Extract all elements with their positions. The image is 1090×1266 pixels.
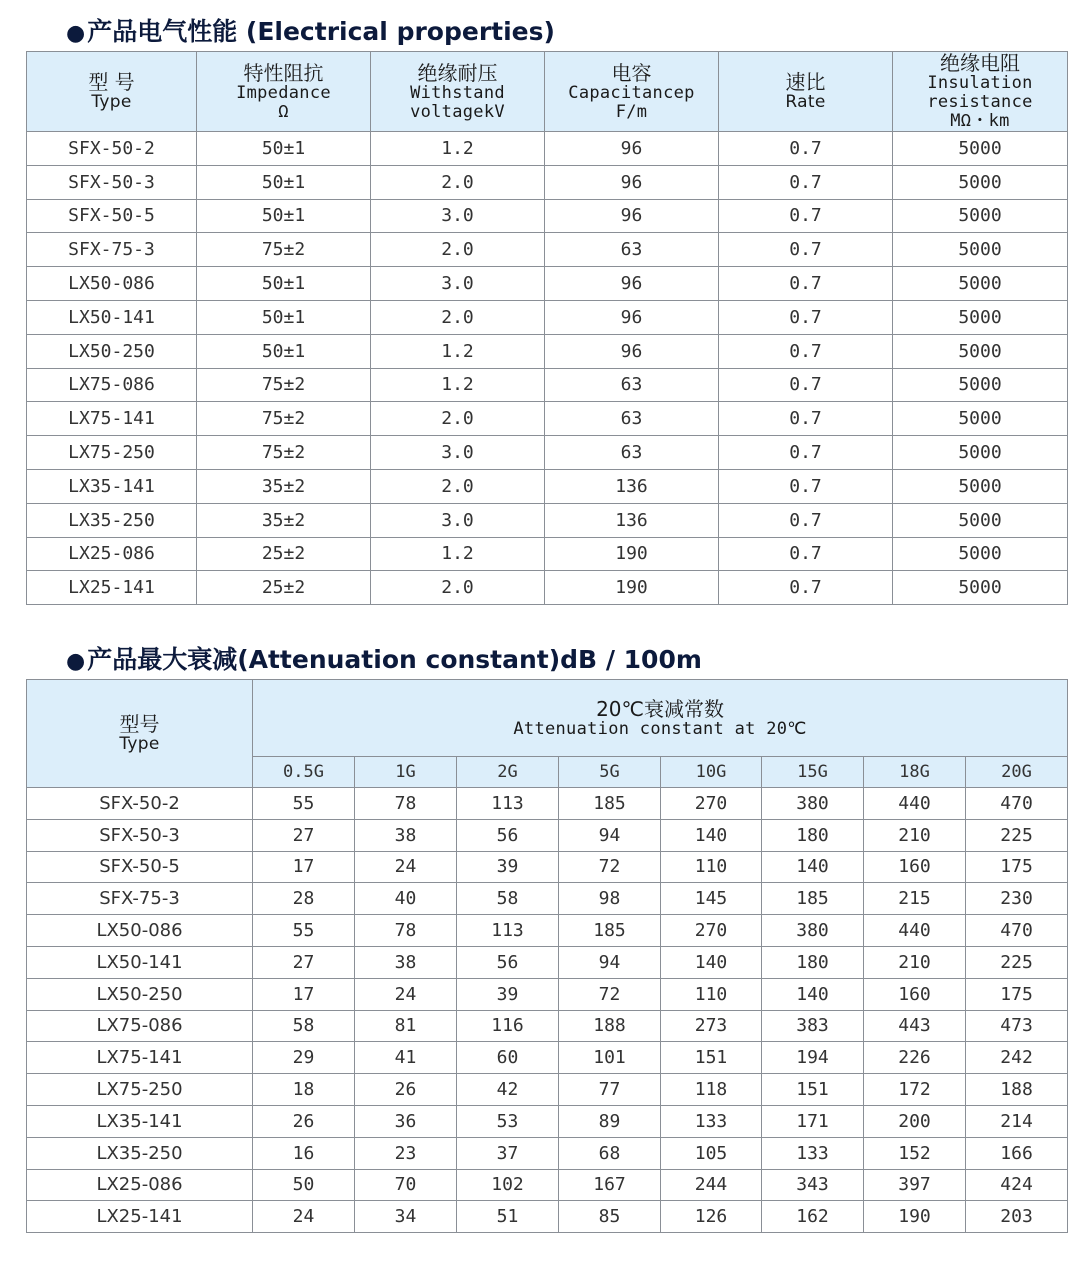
table-cell: 50	[253, 1169, 355, 1201]
table-cell: 40	[355, 883, 457, 915]
group-header-cn: 20℃衰减常数	[596, 696, 724, 721]
table-cell: 270	[661, 788, 762, 820]
table-cell: 5000	[893, 537, 1068, 571]
table-row	[27, 267, 1068, 301]
table-cell: 72	[559, 978, 661, 1010]
table-cell: 470	[966, 915, 1068, 947]
table-cell: 190	[545, 571, 719, 605]
table-cell: 230	[966, 883, 1068, 915]
table-cell: 2.0	[371, 300, 545, 334]
table-cell: LX25-086	[27, 1169, 253, 1201]
table-cell: SFX-75-3	[27, 233, 197, 267]
header-en: Type	[91, 92, 132, 112]
header-cell	[27, 52, 197, 132]
table-cell: 0.7	[719, 537, 893, 571]
table-row	[27, 503, 1068, 537]
table-cell: 89	[559, 1105, 661, 1137]
table-cell: 96	[545, 334, 719, 368]
header-en: Insulation	[927, 73, 1033, 93]
table-cell: 3.0	[371, 436, 545, 470]
table-cell: LX75-141	[27, 1042, 253, 1074]
table-cell: 110	[661, 978, 762, 1010]
attenuation-title	[66, 640, 702, 676]
table-cell: 51	[457, 1201, 559, 1233]
table-cell: 140	[661, 819, 762, 851]
table-cell: SFX-50-2	[27, 788, 253, 820]
electrical-table-body	[27, 132, 1068, 605]
table-cell: 380	[762, 915, 864, 947]
header-cell	[545, 52, 719, 132]
table-cell: 105	[661, 1137, 762, 1169]
table-cell: 175	[966, 978, 1068, 1010]
frequency-header-cell: 2G	[457, 757, 559, 788]
header-en: Impedance	[236, 82, 331, 103]
electrical-properties-title	[66, 12, 555, 48]
header-cn: 绝缘耐压	[417, 60, 498, 85]
table-cell: 18	[253, 1074, 355, 1106]
table-cell: 77	[559, 1074, 661, 1106]
header-en: Ω	[278, 101, 289, 122]
header-cn: 型 号	[88, 70, 135, 94]
type-header-cn: 型号	[119, 712, 160, 736]
header-cell	[197, 52, 371, 132]
type-header-en: Type	[119, 734, 160, 754]
table-cell: 96	[545, 267, 719, 301]
header-en: resistance	[927, 92, 1033, 112]
frequency-header-cell: 0.5G	[253, 757, 355, 788]
table-cell: 24	[355, 851, 457, 883]
table-cell: 424	[966, 1169, 1068, 1201]
table-cell: 1.2	[371, 334, 545, 368]
table-cell: 5000	[893, 132, 1068, 166]
attenuation-header-row	[27, 680, 1068, 757]
table-cell: 55	[253, 915, 355, 947]
table-row	[27, 436, 1068, 470]
frequency-header-cell: 20G	[966, 757, 1068, 788]
table-cell: 1.2	[371, 537, 545, 571]
table-cell: 96	[545, 165, 719, 199]
table-cell: 0.7	[719, 436, 893, 470]
table-cell: 94	[559, 819, 661, 851]
table-row	[27, 334, 1068, 368]
table-cell: 185	[559, 915, 661, 947]
table-cell: 190	[545, 537, 719, 571]
header-en: MΩ・km	[950, 111, 1010, 131]
table-cell: 68	[559, 1137, 661, 1169]
table-cell: 166	[966, 1137, 1068, 1169]
table-cell: 39	[457, 978, 559, 1010]
header-en: Capacitancep	[568, 82, 695, 103]
table-cell: LX50-141	[27, 946, 253, 978]
table-row	[27, 851, 1068, 883]
table-cell: LX75-086	[27, 368, 197, 402]
table-cell: 17	[253, 978, 355, 1010]
table-row	[27, 788, 1068, 820]
table-cell: 63	[545, 233, 719, 267]
table-cell: 60	[457, 1042, 559, 1074]
table-cell: 36	[355, 1105, 457, 1137]
table-cell: 0.7	[719, 368, 893, 402]
table-row	[27, 946, 1068, 978]
table-cell: 440	[864, 915, 966, 947]
table-cell: 136	[545, 469, 719, 503]
table-cell: LX25-086	[27, 537, 197, 571]
table-cell: SFX-50-5	[27, 851, 253, 883]
table-cell: LX75-250	[27, 1074, 253, 1106]
table-cell: 85	[559, 1201, 661, 1233]
table-cell: 343	[762, 1169, 864, 1201]
table-cell: 0.7	[719, 469, 893, 503]
table-cell: 172	[864, 1074, 966, 1106]
table-cell: 75±2	[197, 436, 371, 470]
frequency-header-cell: 5G	[559, 757, 661, 788]
table-cell: 190	[864, 1201, 966, 1233]
table-cell: 113	[457, 915, 559, 947]
table-cell: 0.7	[719, 503, 893, 537]
table-cell: 102	[457, 1169, 559, 1201]
table-cell: LX50-086	[27, 267, 197, 301]
table-cell: LX75-086	[27, 1010, 253, 1042]
table-cell: 72	[559, 851, 661, 883]
table-row	[27, 819, 1068, 851]
table-cell: 2.0	[371, 402, 545, 436]
table-cell: 75±2	[197, 233, 371, 267]
table-row	[27, 199, 1068, 233]
table-row	[27, 1074, 1068, 1106]
table-cell: 50±1	[197, 267, 371, 301]
table-cell: 2.0	[371, 469, 545, 503]
table-cell: 96	[545, 199, 719, 233]
table-cell: 98	[559, 883, 661, 915]
table-cell: 0.7	[719, 571, 893, 605]
table-row	[27, 571, 1068, 605]
table-cell: 55	[253, 788, 355, 820]
table-cell: 26	[355, 1074, 457, 1106]
table-cell: 225	[966, 819, 1068, 851]
attenuation-table	[26, 679, 1068, 1233]
table-cell: 5000	[893, 402, 1068, 436]
table-cell: 25±2	[197, 537, 371, 571]
table-cell: 380	[762, 788, 864, 820]
frequency-header-cell: 1G	[355, 757, 457, 788]
table-cell: 5000	[893, 165, 1068, 199]
table-cell: SFX-50-3	[27, 165, 197, 199]
table-cell: 440	[864, 788, 966, 820]
attenuation-title-text: 产品最大衰减(Attenuation constant)dB / 100m	[87, 645, 702, 674]
frequency-header-cell: 18G	[864, 757, 966, 788]
table-cell: 200	[864, 1105, 966, 1137]
table-cell: 96	[545, 132, 719, 166]
header-cn: 特性阻抗	[243, 60, 324, 85]
table-cell: 58	[253, 1010, 355, 1042]
table-cell: 140	[661, 946, 762, 978]
table-cell: SFX-50-3	[27, 819, 253, 851]
table-cell: 140	[762, 978, 864, 1010]
table-cell: 0.7	[719, 300, 893, 334]
table-cell: 41	[355, 1042, 457, 1074]
table-cell: 78	[355, 915, 457, 947]
table-cell: SFX-50-2	[27, 132, 197, 166]
frequency-header-cell: 15G	[762, 757, 864, 788]
table-row	[27, 233, 1068, 267]
table-cell: 35±2	[197, 503, 371, 537]
table-cell: 50±1	[197, 165, 371, 199]
frequency-header-cell: 10G	[661, 757, 762, 788]
table-cell: 58	[457, 883, 559, 915]
table-cell: 94	[559, 946, 661, 978]
table-cell: 27	[253, 946, 355, 978]
table-cell: 3.0	[371, 267, 545, 301]
table-cell: 151	[762, 1074, 864, 1106]
table-row	[27, 300, 1068, 334]
table-cell: 23	[355, 1137, 457, 1169]
table-cell: 180	[762, 946, 864, 978]
table-cell: 81	[355, 1010, 457, 1042]
table-cell: 244	[661, 1169, 762, 1201]
table-cell: 42	[457, 1074, 559, 1106]
header-en: voltagekV	[410, 101, 505, 122]
table-cell: 126	[661, 1201, 762, 1233]
group-header-en: Attenuation constant at 20℃	[513, 718, 807, 739]
table-cell: 1.2	[371, 368, 545, 402]
table-cell: 242	[966, 1042, 1068, 1074]
table-cell: SFX-50-5	[27, 199, 197, 233]
table-row	[27, 1105, 1068, 1137]
table-cell: 180	[762, 819, 864, 851]
table-cell: 175	[966, 851, 1068, 883]
table-cell: 96	[545, 300, 719, 334]
table-cell: 110	[661, 851, 762, 883]
table-cell: 2.0	[371, 233, 545, 267]
attenuation-table-body	[27, 788, 1068, 1233]
table-row	[27, 1042, 1068, 1074]
table-cell: LX35-141	[27, 1105, 253, 1137]
table-cell: 383	[762, 1010, 864, 1042]
table-cell: LX35-250	[27, 503, 197, 537]
table-cell: LX25-141	[27, 571, 197, 605]
table-cell: 24	[355, 978, 457, 1010]
type-header-cell	[27, 680, 253, 788]
table-cell: 39	[457, 851, 559, 883]
table-cell: 151	[661, 1042, 762, 1074]
table-cell: 63	[545, 368, 719, 402]
table-cell: 28	[253, 883, 355, 915]
table-cell: 70	[355, 1169, 457, 1201]
header-cn: 速比	[785, 70, 826, 94]
table-cell: 5000	[893, 469, 1068, 503]
table-cell: 56	[457, 946, 559, 978]
table-cell: 473	[966, 1010, 1068, 1042]
table-row	[27, 1201, 1068, 1233]
table-cell: LX35-141	[27, 469, 197, 503]
table-cell: 75±2	[197, 368, 371, 402]
table-cell: 26	[253, 1105, 355, 1137]
table-cell: 118	[661, 1074, 762, 1106]
table-cell: 2.0	[371, 571, 545, 605]
table-row	[27, 132, 1068, 166]
table-cell: 113	[457, 788, 559, 820]
table-cell: 38	[355, 946, 457, 978]
table-cell: LX50-250	[27, 978, 253, 1010]
table-cell: 3.0	[371, 199, 545, 233]
table-cell: 133	[762, 1137, 864, 1169]
table-cell: 29	[253, 1042, 355, 1074]
table-cell: 5000	[893, 503, 1068, 537]
header-cell	[719, 52, 893, 132]
table-row	[27, 915, 1068, 947]
table-cell: 16	[253, 1137, 355, 1169]
table-cell: 167	[559, 1169, 661, 1201]
table-cell: 50±1	[197, 132, 371, 166]
bullet-dot-icon: ●	[66, 21, 86, 46]
table-cell: 160	[864, 851, 966, 883]
table-cell: LX50-250	[27, 334, 197, 368]
table-cell: 35±2	[197, 469, 371, 503]
table-cell: 56	[457, 819, 559, 851]
table-cell: SFX-75-3	[27, 883, 253, 915]
table-cell: 34	[355, 1201, 457, 1233]
table-cell: 5000	[893, 199, 1068, 233]
table-cell: 133	[661, 1105, 762, 1137]
header-cn: 电容	[611, 60, 652, 85]
header-cell	[371, 52, 545, 132]
table-cell: 5000	[893, 334, 1068, 368]
table-cell: 397	[864, 1169, 966, 1201]
table-cell: 0.7	[719, 402, 893, 436]
table-cell: 50±1	[197, 199, 371, 233]
table-cell: 225	[966, 946, 1068, 978]
table-cell: 194	[762, 1042, 864, 1074]
table-cell: 188	[559, 1010, 661, 1042]
header-en: Rate	[785, 92, 826, 112]
table-cell: LX75-250	[27, 436, 197, 470]
table-cell: 101	[559, 1042, 661, 1074]
table-cell: 140	[762, 851, 864, 883]
table-cell: 63	[545, 402, 719, 436]
table-cell: 116	[457, 1010, 559, 1042]
table-cell: 0.7	[719, 334, 893, 368]
table-row	[27, 165, 1068, 199]
table-cell: 5000	[893, 436, 1068, 470]
header-en: F/m	[615, 101, 648, 122]
table-cell: 3.0	[371, 503, 545, 537]
table-cell: 63	[545, 436, 719, 470]
table-row	[27, 1137, 1068, 1169]
table-row	[27, 469, 1068, 503]
table-cell: 188	[966, 1074, 1068, 1106]
table-cell: 203	[966, 1201, 1068, 1233]
table-cell: 171	[762, 1105, 864, 1137]
table-cell: 24	[253, 1201, 355, 1233]
table-cell: 0.7	[719, 267, 893, 301]
table-cell: 160	[864, 978, 966, 1010]
table-row	[27, 537, 1068, 571]
table-cell: 145	[661, 883, 762, 915]
table-cell: LX35-250	[27, 1137, 253, 1169]
table-cell: 162	[762, 1201, 864, 1233]
table-row	[27, 402, 1068, 436]
table-cell: 443	[864, 1010, 966, 1042]
table-row	[27, 978, 1068, 1010]
header-cell	[893, 52, 1068, 132]
table-cell: 226	[864, 1042, 966, 1074]
table-cell: 38	[355, 819, 457, 851]
table-row	[27, 883, 1068, 915]
table-cell: 5000	[893, 571, 1068, 605]
table-cell: 0.7	[719, 199, 893, 233]
table-cell: 0.7	[719, 233, 893, 267]
electrical-properties-title-text: 产品电气性能 (Electrical properties)	[87, 17, 555, 46]
table-cell: LX50-141	[27, 300, 197, 334]
table-cell: 1.2	[371, 132, 545, 166]
table-row	[27, 1169, 1068, 1201]
table-cell: 78	[355, 788, 457, 820]
table-cell: 152	[864, 1137, 966, 1169]
table-cell: 25±2	[197, 571, 371, 605]
table-cell: 214	[966, 1105, 1068, 1137]
table-cell: 5000	[893, 368, 1068, 402]
table-cell: 470	[966, 788, 1068, 820]
table-cell: 5000	[893, 233, 1068, 267]
table-cell: 50±1	[197, 300, 371, 334]
table-cell: LX25-141	[27, 1201, 253, 1233]
table-cell: 5000	[893, 267, 1068, 301]
table-cell: 2.0	[371, 165, 545, 199]
table-cell: 37	[457, 1137, 559, 1169]
header-en: Withstand	[410, 82, 505, 103]
table-cell: 0.7	[719, 132, 893, 166]
table-cell: 185	[762, 883, 864, 915]
table-cell: 5000	[893, 300, 1068, 334]
table-cell: 210	[864, 819, 966, 851]
table-cell: 215	[864, 883, 966, 915]
table-cell: 136	[545, 503, 719, 537]
bullet-dot-icon: ●	[66, 649, 86, 674]
table-cell: 270	[661, 915, 762, 947]
table-cell: 75±2	[197, 402, 371, 436]
table-cell: 210	[864, 946, 966, 978]
header-cn: 绝缘电阻	[940, 51, 1020, 75]
table-cell: 185	[559, 788, 661, 820]
table-cell: LX75-141	[27, 402, 197, 436]
table-cell: 27	[253, 819, 355, 851]
table-cell: 53	[457, 1105, 559, 1137]
table-row	[27, 1010, 1068, 1042]
table-cell: 17	[253, 851, 355, 883]
table-row	[27, 368, 1068, 402]
electrical-header-row	[27, 52, 1068, 132]
table-cell: LX50-086	[27, 915, 253, 947]
table-cell: 0.7	[719, 165, 893, 199]
group-header-cell	[253, 680, 1068, 757]
table-cell: 50±1	[197, 334, 371, 368]
table-cell: 273	[661, 1010, 762, 1042]
electrical-properties-table	[26, 51, 1068, 605]
